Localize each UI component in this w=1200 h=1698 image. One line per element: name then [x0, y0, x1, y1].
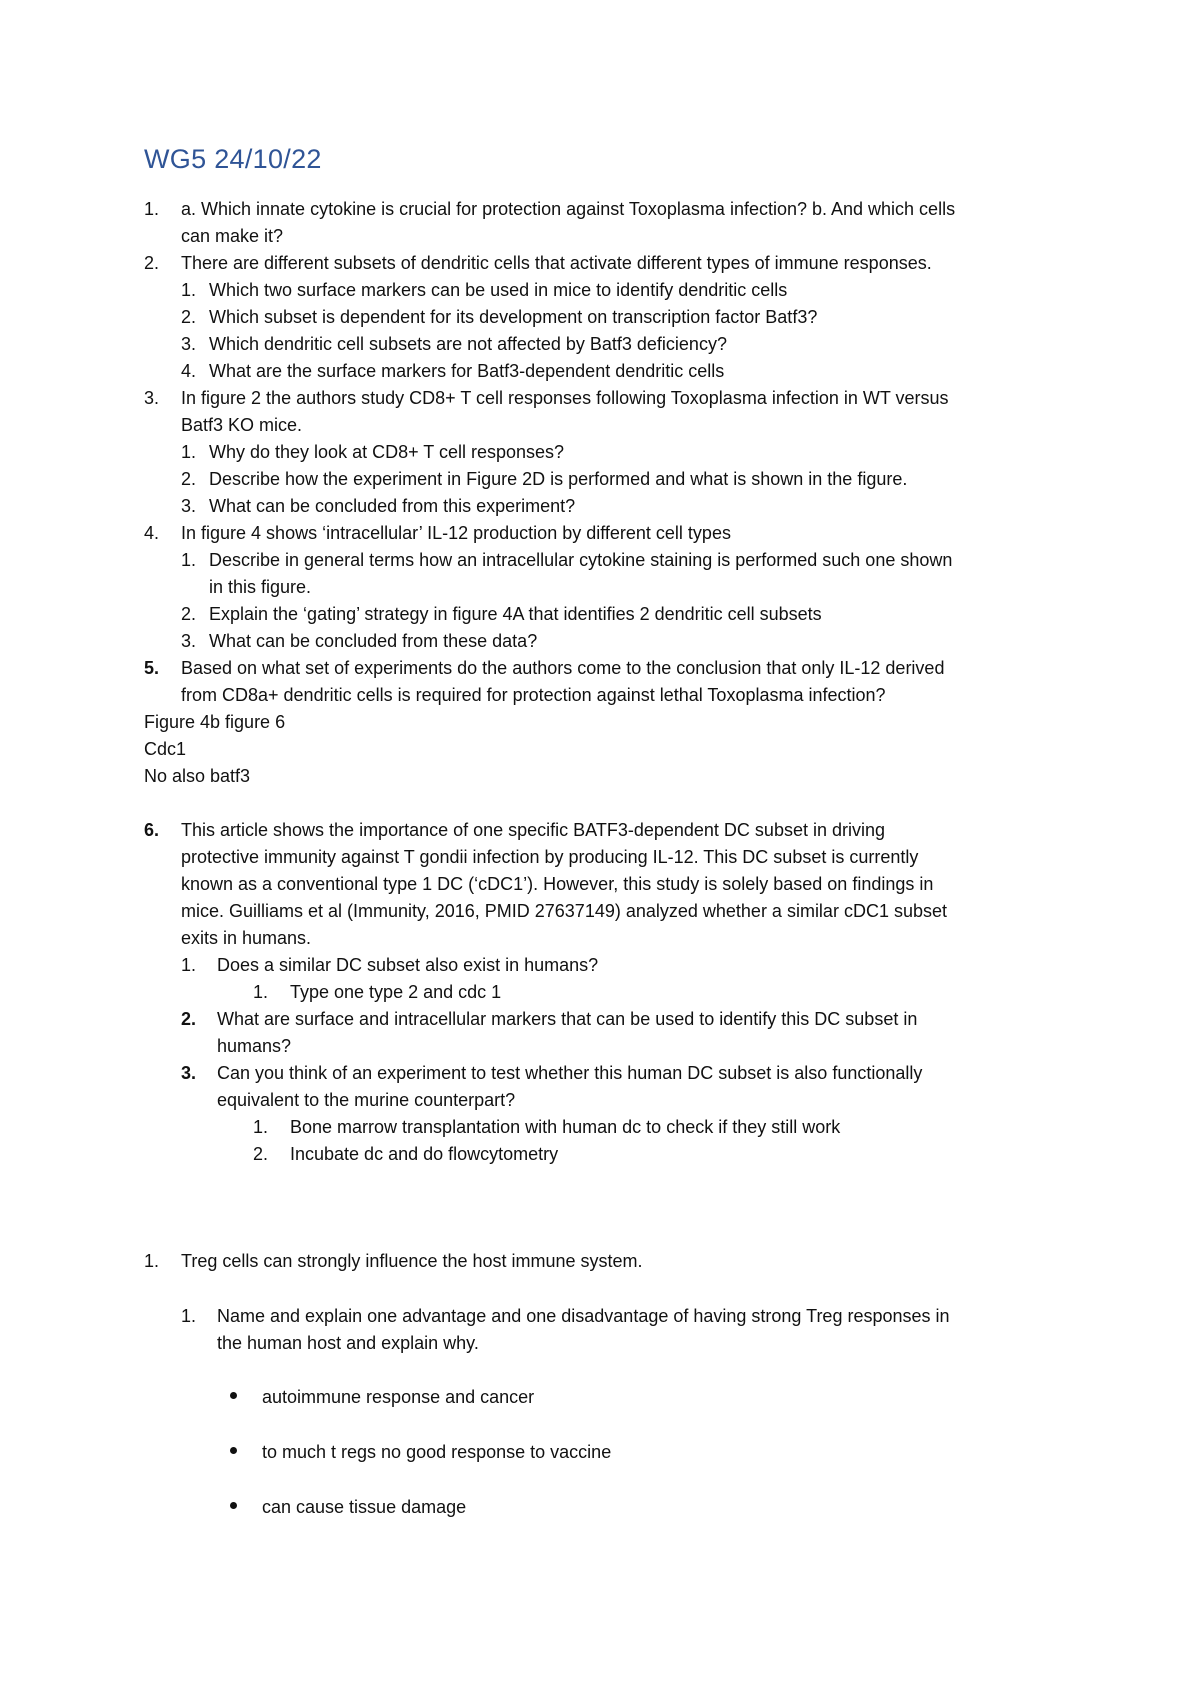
sub-question-text: Name and explain one advantage and one disadvantage of having strong Treg responses in: [217, 1306, 950, 1326]
sub-question-text: What are surface and intracellular markers that can be used to identify this DC subset in: [217, 1009, 918, 1029]
sub-question-text: What are the surface markers for Batf3-dependent dendritic cells: [209, 361, 725, 381]
question-text: Batf3 KO mice.: [181, 415, 303, 435]
sub-question-number: 3.: [181, 1063, 197, 1083]
sub-question-number: 2.: [181, 604, 197, 624]
sub-question-number: 1.: [181, 550, 197, 570]
sub-question-number: 1.: [253, 982, 269, 1002]
question-number: 6.: [144, 820, 160, 840]
question-text: protective immunity against T gondii infection by producing IL-12. This DC subset is currently: [181, 847, 919, 867]
sub-question-number: 2.: [253, 1144, 269, 1164]
sub-question-number: 4.: [181, 361, 197, 381]
question-text: exits in humans.: [181, 928, 312, 948]
sub-question-text: What can be concluded from this experiment?: [209, 496, 576, 516]
note-text: Cdc1: [144, 739, 187, 759]
note-text: Figure 4b figure 6: [144, 712, 286, 732]
sub-question-text: Does a similar DC subset also exist in humans?: [217, 955, 599, 975]
question-text: There are different subsets of dendritic cells that activate different types of immune responses.: [181, 253, 932, 273]
question-text: In figure 4 shows ‘intracellular’ IL-12 production by different cell types: [181, 523, 731, 543]
bullet-icon: [230, 1502, 237, 1509]
question-text: This article shows the importance of one specific BATF3-dependent DC subset in driving: [181, 820, 886, 840]
sub-question-text: Which subset is dependent for its development on transcription factor Batf3?: [209, 307, 818, 327]
sub-question-number: 1.: [181, 1306, 197, 1326]
sub-question-number: 1.: [253, 1117, 269, 1137]
question-number: 4.: [144, 523, 160, 543]
question-number: 1.: [144, 1251, 160, 1271]
sub-question-text: Describe in general terms how an intracellular cytokine staining is performed such one shown: [209, 550, 953, 570]
sub-question-text: equivalent to the murine counterpart?: [217, 1090, 516, 1110]
sub-question-text: Can you think of an experiment to test whether this human DC subset is also functionally: [217, 1063, 923, 1083]
sub-question-number: 3.: [181, 496, 197, 516]
question-number: 5.: [144, 658, 160, 678]
note-text: No also batf3: [144, 766, 251, 786]
sub-question-number: 2.: [181, 307, 197, 327]
sub-question-text: in this figure.: [209, 577, 312, 597]
question-text: can make it?: [181, 226, 284, 246]
sub-question-text: Describe how the experiment in Figure 2D is performed and what is shown in the figure.: [209, 469, 908, 489]
question-text: a. Which innate cytokine is crucial for protection against Toxoplasma infection? b. And which cells: [181, 199, 956, 219]
sub-question-number: 1.: [181, 280, 197, 300]
sub-question-text: the human host and explain why.: [217, 1333, 479, 1353]
answer-text: Type one type 2 and cdc 1: [290, 982, 502, 1002]
page-title: WG5 24/10/22: [144, 144, 322, 174]
sub-question-number: 1.: [181, 442, 197, 462]
answer-text: autoimmune response and cancer: [262, 1387, 535, 1407]
sub-question-number: 1.: [181, 955, 197, 975]
sub-question-number: 3.: [181, 631, 197, 651]
question-text: In figure 2 the authors study CD8+ T cell responses following Toxoplasma infection in WT versus: [181, 388, 949, 408]
sub-question-text: What can be concluded from these data?: [209, 631, 538, 651]
sub-question-text: Which dendritic cell subsets are not affected by Batf3 deficiency?: [209, 334, 727, 354]
sub-question-text: Why do they look at CD8+ T cell responses?: [209, 442, 565, 462]
question-number: 3.: [144, 388, 160, 408]
question-text: Based on what set of experiments do the authors come to the conclusion that only IL-12 derived: [181, 658, 945, 678]
answer-text: to much t regs no good response to vaccine: [262, 1442, 612, 1462]
question-text: Treg cells can strongly influence the host immune system.: [181, 1251, 643, 1271]
question-text: mice. Guilliams et al (Immunity, 2016, PMID 27637149) analyzed whether a similar cDC1 subset: [181, 901, 947, 921]
sub-question-number: 2.: [181, 469, 197, 489]
question-number: 1.: [144, 199, 160, 219]
bullet-icon: [230, 1392, 237, 1399]
sub-question-text: humans?: [217, 1036, 292, 1056]
sub-question-text: Which two surface markers can be used in mice to identify dendritic cells: [209, 280, 788, 300]
question-text: from CD8a+ dendritic cells is required for protection against lethal Toxoplasma infection?: [181, 685, 886, 705]
sub-question-number: 2.: [181, 1009, 197, 1029]
answer-text: can cause tissue damage: [262, 1497, 467, 1517]
answer-text: Bone marrow transplantation with human dc to check if they still work: [290, 1117, 841, 1137]
question-number: 2.: [144, 253, 160, 273]
bullet-icon: [230, 1447, 237, 1454]
answer-text: Incubate dc and do flowcytometry: [290, 1144, 559, 1164]
question-text: known as a conventional type 1 DC (‘cDC1’). However, this study is solely based on findings in: [181, 874, 934, 894]
sub-question-text: Explain the ‘gating’ strategy in figure 4A that identifies 2 dendritic cell subsets: [209, 604, 822, 624]
sub-question-number: 3.: [181, 334, 197, 354]
